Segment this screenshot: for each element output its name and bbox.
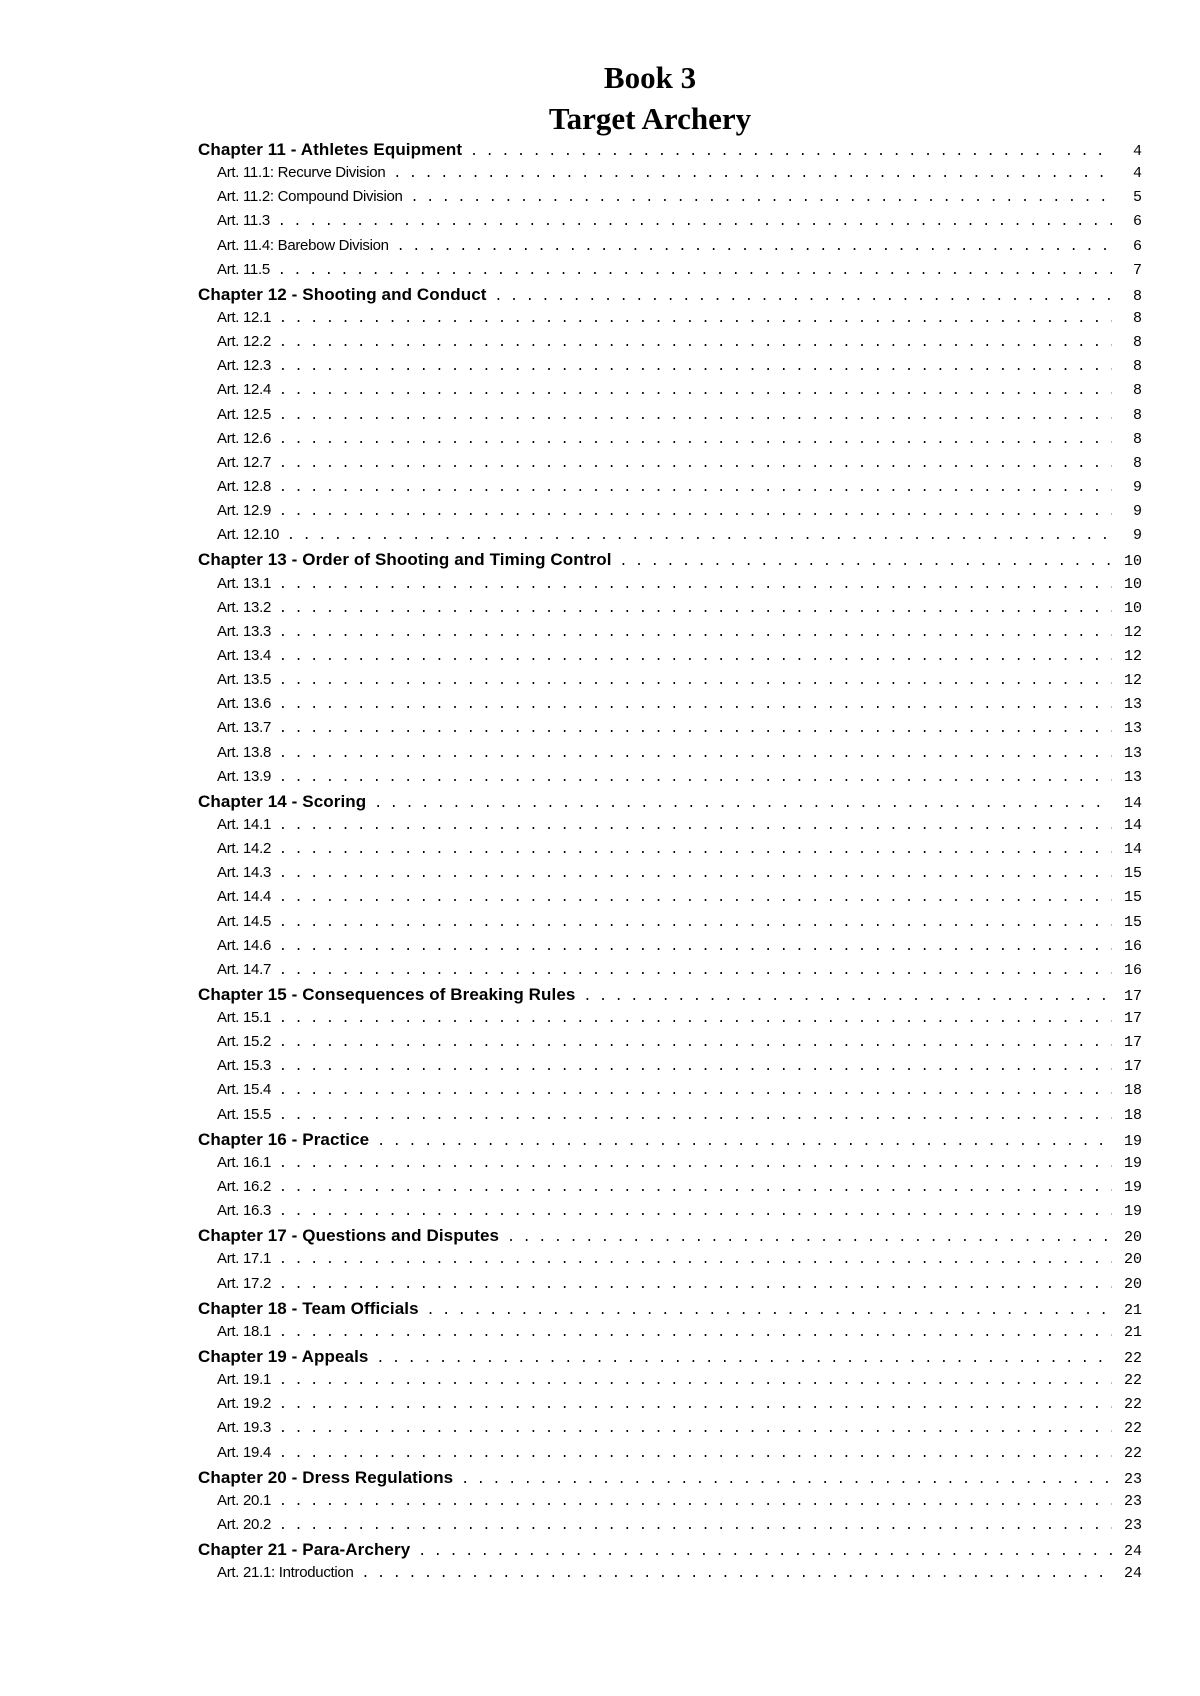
toc-article-entry[interactable]	[198, 768, 1142, 792]
toc-entry-label: Art. 15.4	[217, 1081, 271, 1099]
toc-dot-leader	[279, 432, 1112, 447]
toc-dot-leader	[279, 842, 1112, 857]
toc-dot-leader	[279, 1156, 1112, 1171]
toc-dot-leader	[279, 1011, 1112, 1026]
toc-dot-leader	[279, 1204, 1112, 1219]
toc-page-number: 23	[1123, 1492, 1142, 1510]
toc-article-entry[interactable]	[198, 1371, 1142, 1395]
toc-dot-leader	[279, 1446, 1112, 1461]
toc-page-number: 4	[1132, 165, 1142, 183]
toc-dot-leader	[279, 408, 1112, 423]
toc-page-number: 13	[1123, 768, 1142, 786]
toc-entry-label: Art. 14.6	[217, 936, 271, 954]
toc-entry-label: Chapter 16 - Practice	[198, 1129, 370, 1149]
toc-dot-leader	[411, 190, 1112, 205]
toc-chapter-entry[interactable]	[198, 1226, 1142, 1250]
toc-article-entry[interactable]	[198, 961, 1142, 985]
toc-entry-label: Art. 13.1	[217, 574, 271, 592]
toc-article-entry[interactable]	[198, 454, 1142, 478]
toc-entry-label: Art. 12.5	[217, 405, 271, 423]
toc-page-number: 18	[1123, 1106, 1142, 1124]
toc-entry-label: Chapter 19 - Appeals	[198, 1347, 369, 1367]
toc-entry-label: Chapter 17 - Questions and Disputes	[198, 1226, 500, 1246]
table-of-contents	[198, 140, 1142, 1588]
toc-article-entry[interactable]	[198, 1057, 1142, 1081]
toc-page-number: 10	[1123, 553, 1142, 571]
toc-page-number: 20	[1123, 1229, 1142, 1247]
toc-entry-label: Art. 13.2	[217, 598, 271, 616]
toc-page-number: 16	[1123, 961, 1142, 979]
toc-dot-leader	[393, 166, 1112, 181]
toc-page-number: 6	[1132, 237, 1142, 255]
toc-page-number: 24	[1123, 1543, 1142, 1561]
toc-article-entry[interactable]	[198, 888, 1142, 912]
toc-dot-leader	[279, 335, 1112, 350]
toc-entry-label: Art. 20.2	[217, 1516, 271, 1534]
toc-entry-label: Chapter 12 - Shooting and Conduct	[198, 284, 487, 304]
toc-page-number: 10	[1123, 575, 1142, 593]
toc-entry-label: Art. 15.2	[217, 1033, 271, 1051]
toc-entry-label: Art. 12.3	[217, 357, 271, 375]
toc-article-entry[interactable]	[198, 937, 1142, 961]
toc-page-number: 23	[1123, 1517, 1142, 1535]
toc-article-entry[interactable]	[198, 1033, 1142, 1057]
toc-dot-leader	[418, 1544, 1112, 1559]
toc-article-entry[interactable]	[198, 816, 1142, 840]
toc-dot-leader	[427, 1303, 1112, 1318]
toc-entry-label: Chapter 21 - Para-Archery	[198, 1540, 411, 1560]
toc-entry-label: Art. 13.9	[217, 767, 271, 785]
toc-page-number: 9	[1132, 527, 1142, 545]
toc-article-entry[interactable]	[198, 1323, 1142, 1347]
toc-page-number: 15	[1123, 889, 1142, 907]
toc-chapter-entry[interactable]	[198, 1347, 1142, 1371]
toc-article-entry[interactable]	[198, 526, 1142, 550]
toc-page-number: 22	[1123, 1420, 1142, 1438]
toc-entry-label: Art. 12.7	[217, 453, 271, 471]
toc-page-number: 19	[1123, 1203, 1142, 1221]
toc-page-number: 22	[1123, 1444, 1142, 1462]
toc-entry-label: Art. 19.3	[217, 1419, 271, 1437]
toc-page-number: 13	[1123, 720, 1142, 738]
toc-dot-leader	[278, 214, 1112, 229]
toc-entry-label: Art. 13.4	[217, 646, 271, 664]
toc-article-entry[interactable]	[198, 164, 1142, 188]
toc-dot-leader	[279, 1083, 1112, 1098]
toc-dot-leader	[279, 1035, 1112, 1050]
toc-dot-leader	[279, 1325, 1112, 1340]
toc-dot-leader	[279, 770, 1112, 785]
toc-article-entry[interactable]	[198, 719, 1142, 743]
toc-page-number: 17	[1123, 1058, 1142, 1076]
toc-article-entry[interactable]	[198, 840, 1142, 864]
toc-dot-leader	[279, 673, 1112, 688]
toc-page-number: 8	[1132, 382, 1142, 400]
toc-dot-leader	[620, 554, 1112, 569]
toc-entry-label: Art. 14.4	[217, 888, 271, 906]
toc-entry-label: Art. 16.2	[217, 1178, 271, 1196]
toc-entry-label: Art. 17.1	[217, 1250, 271, 1268]
toc-entry-label: Art. 15.5	[217, 1105, 271, 1123]
toc-page-number: 22	[1123, 1396, 1142, 1414]
toc-article-entry[interactable]	[198, 744, 1142, 768]
toc-entry-label: Art. 11.4: Barebow Division	[217, 236, 389, 254]
document-title	[0, 58, 1200, 140]
toc-article-entry[interactable]	[198, 478, 1142, 502]
toc-dot-leader	[279, 1421, 1112, 1436]
toc-dot-leader	[279, 721, 1112, 736]
toc-article-entry[interactable]	[198, 1444, 1142, 1468]
toc-entry-label: Art. 11.3	[217, 212, 270, 230]
toc-dot-leader	[279, 746, 1112, 761]
toc-dot-leader	[279, 383, 1112, 398]
toc-dot-leader	[279, 480, 1112, 495]
toc-page-number: 22	[1123, 1350, 1142, 1368]
toc-dot-leader	[279, 1059, 1112, 1074]
toc-dot-leader	[279, 963, 1112, 978]
toc-article-entry[interactable]	[198, 333, 1142, 357]
toc-page-number: 14	[1123, 816, 1142, 834]
toc-page-number: 14	[1123, 841, 1142, 859]
toc-chapter-entry[interactable]	[198, 550, 1142, 574]
toc-page-number: 8	[1132, 430, 1142, 448]
toc-dot-leader	[279, 1252, 1112, 1267]
toc-chapter-entry[interactable]	[198, 140, 1142, 164]
toc-chapter-entry[interactable]	[198, 285, 1142, 309]
toc-page-number: 4	[1132, 143, 1142, 160]
toc-entry-label: Art. 13.5	[217, 671, 271, 689]
toc-dot-leader	[376, 1351, 1112, 1366]
toc-entry-label: Chapter 14 - Scoring	[198, 791, 367, 811]
book-title: Book 3	[603, 60, 697, 95]
toc-dot-leader	[279, 311, 1112, 326]
toc-page-number: 12	[1123, 623, 1142, 641]
toc-dot-leader	[377, 1134, 1112, 1149]
toc-page-number: 22	[1123, 1372, 1142, 1390]
toc-dot-leader	[583, 989, 1112, 1004]
toc-entry-label: Art. 14.3	[217, 864, 271, 882]
toc-entry-label: Art. 12.1	[217, 308, 271, 326]
toc-dot-leader	[287, 528, 1112, 543]
toc-dot-leader	[495, 289, 1112, 304]
toc-dot-leader	[279, 1277, 1112, 1292]
toc-dot-leader	[279, 359, 1112, 374]
toc-page-number: 17	[1123, 987, 1142, 1005]
toc-article-entry[interactable]	[198, 237, 1142, 261]
toc-entry-label: Art. 14.1	[217, 815, 271, 833]
toc-page-number: 18	[1123, 1082, 1142, 1100]
toc-page-number: 5	[1132, 189, 1142, 207]
toc-article-entry[interactable]	[198, 695, 1142, 719]
toc-dot-leader	[279, 1397, 1112, 1412]
toc-dot-leader	[507, 1230, 1112, 1245]
toc-entry-label: Art. 13.7	[217, 719, 271, 737]
toc-page-number: 19	[1123, 1154, 1142, 1172]
toc-entry-label: Art. 12.10	[217, 526, 280, 544]
toc-article-entry[interactable]	[198, 357, 1142, 381]
toc-entry-label: Art. 12.2	[217, 333, 271, 351]
toc-dot-leader	[279, 818, 1112, 833]
toc-page-number: 24	[1123, 1565, 1142, 1583]
toc-article-entry[interactable]	[198, 1178, 1142, 1202]
toc-page-number: 17	[1123, 1010, 1142, 1028]
toc-entry-label: Art. 18.1	[217, 1322, 271, 1340]
toc-entry-label: Art. 17.2	[217, 1274, 271, 1292]
toc-entry-label: Art. 19.4	[217, 1443, 271, 1461]
toc-page-number: 8	[1132, 358, 1142, 376]
toc-entry-label: Chapter 11 - Athletes Equipment	[198, 140, 463, 159]
toc-article-entry[interactable]	[198, 261, 1142, 285]
toc-dot-leader	[279, 601, 1112, 616]
toc-page-number: 21	[1123, 1301, 1142, 1319]
toc-page-number: 8	[1132, 287, 1142, 305]
toc-article-entry[interactable]	[198, 430, 1142, 454]
toc-entry-label: Art. 11.2: Compound Division	[217, 188, 403, 206]
toc-page-number: 13	[1123, 744, 1142, 762]
toc-entry-label: Art. 19.1	[217, 1371, 271, 1389]
toc-entry-label: Chapter 20 - Dress Regulations	[198, 1467, 454, 1487]
toc-dot-leader	[279, 1373, 1112, 1388]
toc-page-number: 15	[1123, 913, 1142, 931]
toc-chapter-entry[interactable]	[198, 1540, 1142, 1564]
toc-entry-label: Art. 16.1	[217, 1153, 271, 1171]
toc-dot-leader	[279, 890, 1112, 905]
toc-entry-label: Art. 15.3	[217, 1057, 271, 1075]
toc-entry-label: Art. 12.4	[217, 381, 271, 399]
toc-entry-label: Chapter 13 - Order of Shooting and Timing Control	[198, 550, 612, 570]
toc-article-entry[interactable]	[198, 1202, 1142, 1226]
toc-entry-label: Chapter 18 - Team Officials	[198, 1298, 419, 1318]
toc-page-number: 19	[1123, 1179, 1142, 1197]
toc-entry-label: Art. 14.2	[217, 840, 271, 858]
toc-dot-leader	[461, 1472, 1112, 1487]
toc-page-number: 6	[1132, 213, 1142, 231]
toc-article-entry[interactable]	[198, 1492, 1142, 1516]
toc-article-entry[interactable]	[198, 1250, 1142, 1274]
toc-article-entry[interactable]	[198, 1275, 1142, 1299]
toc-page-number: 20	[1123, 1251, 1142, 1269]
toc-article-entry[interactable]	[198, 212, 1142, 236]
toc-article-entry[interactable]	[198, 1564, 1142, 1588]
toc-page-number: 8	[1132, 454, 1142, 472]
toc-page-number: 23	[1123, 1470, 1142, 1488]
toc-article-entry[interactable]	[198, 1106, 1142, 1130]
toc-page-number: 8	[1132, 334, 1142, 352]
toc-entry-label: Art. 11.5	[217, 260, 270, 278]
toc-entry-label: Art. 16.3	[217, 1202, 271, 1220]
toc-article-entry[interactable]	[198, 406, 1142, 430]
toc-article-entry[interactable]	[198, 913, 1142, 937]
toc-article-entry[interactable]	[198, 599, 1142, 623]
toc-page-number: 7	[1132, 261, 1142, 279]
toc-page-number: 20	[1123, 1275, 1142, 1293]
toc-entry-label: Art. 13.8	[217, 743, 271, 761]
toc-page-number: 14	[1123, 794, 1142, 812]
toc-dot-leader	[397, 239, 1112, 254]
toc-dot-leader	[279, 1518, 1112, 1533]
toc-article-entry[interactable]	[198, 188, 1142, 212]
toc-page-number: 21	[1123, 1323, 1142, 1341]
toc-dot-leader	[362, 1566, 1112, 1581]
toc-article-entry[interactable]	[198, 1009, 1142, 1033]
toc-page-number: 9	[1132, 503, 1142, 521]
toc-dot-leader	[279, 1108, 1112, 1123]
toc-page-number: 17	[1123, 1034, 1142, 1052]
toc-entry-label: Art. 21.1: Introduction	[217, 1564, 354, 1582]
toc-article-entry[interactable]	[198, 864, 1142, 888]
toc-entry-label: Art. 20.1	[217, 1491, 271, 1509]
toc-dot-leader	[279, 866, 1112, 881]
toc-article-entry[interactable]	[198, 1516, 1142, 1540]
toc-dot-leader	[279, 504, 1112, 519]
toc-article-entry[interactable]	[198, 502, 1142, 526]
toc-entry-label: Art. 12.8	[217, 477, 271, 495]
toc-dot-leader	[279, 697, 1112, 712]
toc-dot-leader	[279, 1180, 1112, 1195]
toc-dot-leader	[279, 915, 1112, 930]
toc-dot-leader	[279, 939, 1112, 954]
toc-entry-label: Art. 14.5	[217, 912, 271, 930]
toc-dot-leader	[278, 263, 1112, 278]
toc-entry-label: Art. 12.6	[217, 429, 271, 447]
toc-entry-label: Art. 15.1	[217, 1009, 271, 1027]
toc-dot-leader	[279, 1494, 1112, 1509]
toc-article-entry[interactable]	[198, 575, 1142, 599]
toc-article-entry[interactable]	[198, 647, 1142, 671]
toc-chapter-entry[interactable]	[198, 792, 1142, 816]
toc-dot-leader	[279, 649, 1112, 664]
toc-entry-label: Art. 11.1: Recurve Division	[217, 164, 386, 182]
toc-dot-leader	[470, 144, 1112, 159]
book-subtitle: Target Archery	[548, 101, 752, 136]
toc-chapter-entry[interactable]	[198, 1299, 1142, 1323]
toc-entry-label: Art. 19.2	[217, 1395, 271, 1413]
toc-page-number: 8	[1132, 406, 1142, 424]
toc-page-number: 19	[1123, 1132, 1142, 1150]
toc-page-number: 9	[1132, 478, 1142, 496]
toc-page-number: 12	[1123, 672, 1142, 690]
toc-dot-leader	[279, 456, 1112, 471]
toc-article-entry[interactable]	[198, 671, 1142, 695]
toc-page-number: 15	[1123, 865, 1142, 883]
toc-chapter-entry[interactable]	[198, 1130, 1142, 1154]
toc-entry-label: Art. 13.3	[217, 622, 271, 640]
toc-dot-leader	[279, 577, 1112, 592]
toc-page-number: 10	[1123, 599, 1142, 617]
toc-page-number: 16	[1123, 937, 1142, 955]
toc-entry-label: Art. 13.6	[217, 695, 271, 713]
toc-article-entry[interactable]	[198, 623, 1142, 647]
toc-entry-label: Art. 12.9	[217, 502, 271, 520]
toc-entry-label: Chapter 15 - Consequences of Breaking Rules	[198, 984, 576, 1004]
toc-chapter-entry[interactable]	[198, 1468, 1142, 1492]
toc-article-entry[interactable]	[198, 1081, 1142, 1105]
toc-page-number: 12	[1123, 647, 1142, 665]
toc-dot-leader	[374, 796, 1112, 811]
toc-article-entry[interactable]	[198, 1154, 1142, 1178]
toc-page-number: 13	[1123, 696, 1142, 714]
toc-article-entry[interactable]	[198, 1395, 1142, 1419]
toc-entry-label: Art. 14.7	[217, 960, 271, 978]
toc-page-number: 8	[1132, 309, 1142, 327]
toc-article-entry[interactable]	[198, 309, 1142, 333]
toc-chapter-entry[interactable]	[198, 985, 1142, 1009]
toc-article-entry[interactable]	[198, 381, 1142, 405]
toc-article-entry[interactable]	[198, 1419, 1142, 1443]
toc-dot-leader	[279, 625, 1112, 640]
